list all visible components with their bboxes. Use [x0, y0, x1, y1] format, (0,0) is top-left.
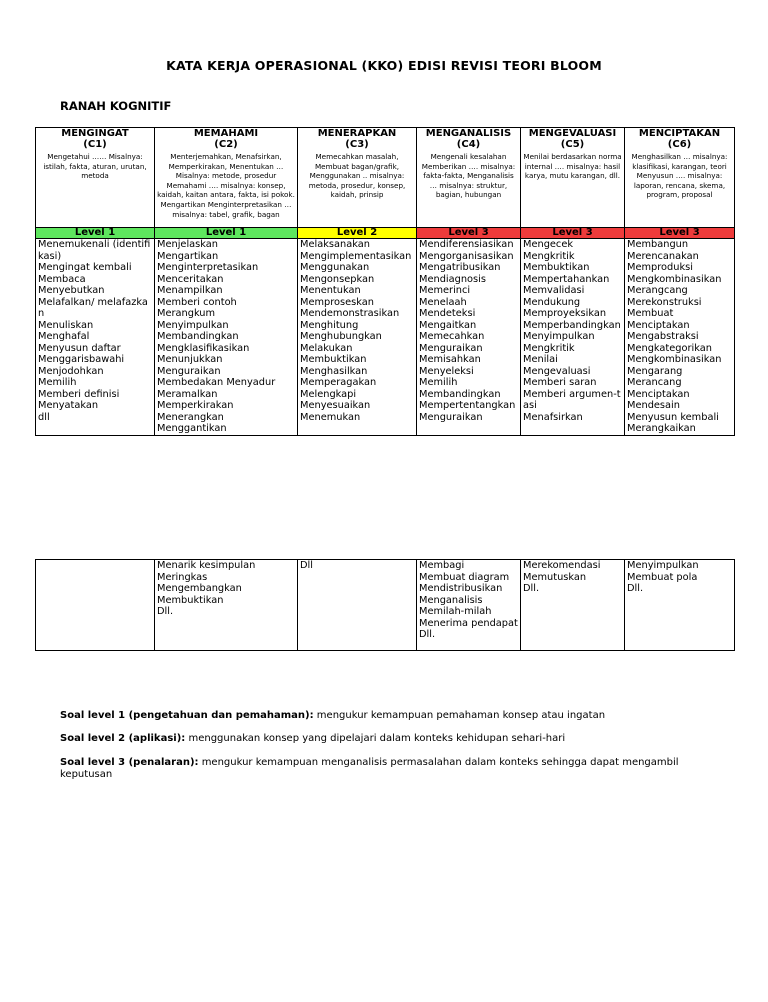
- verb-item: Menganalisis: [419, 594, 483, 606]
- kko-table-top: [35, 127, 735, 436]
- level-badge-c2: Level 1: [155, 228, 298, 239]
- verb-item: Mengkombinasikan: [627, 354, 722, 365]
- note-text: mengukur kemampuan menganalisis permasalahan dalam konteks sehingga dapat mengambil keputusan: [60, 757, 679, 780]
- level-badge-c6: Level 3: [625, 228, 735, 239]
- verb-item: Menyimpulkan: [523, 331, 595, 342]
- verb-item: Membuktikan: [523, 262, 590, 273]
- column-code: (C1): [83, 139, 107, 150]
- header-cell-c3: [298, 128, 417, 228]
- verb-item: Mengabstraksi: [627, 331, 699, 342]
- verb-item: Menemukan: [300, 411, 361, 423]
- verb-list-c4-continued: [417, 560, 521, 651]
- verb-item: Menguraikan: [157, 365, 221, 377]
- verb-item: Memperagakan: [300, 377, 377, 388]
- verb-item: Memproseskan: [300, 296, 374, 308]
- note-level-2: [60, 733, 700, 745]
- verb-item: Menggunakan: [300, 262, 370, 273]
- header-cell-c1: [36, 128, 155, 228]
- verb-item: Menghasilkan: [300, 365, 368, 377]
- verbs-row-continued: [36, 560, 735, 651]
- verb-item: Menggantikan: [157, 423, 227, 434]
- verb-item: Memproduksi: [627, 262, 693, 273]
- verb-item: Menyatakan: [38, 400, 99, 411]
- verb-item: Menelaah: [419, 296, 467, 308]
- verb-item: Mengarang: [627, 365, 683, 377]
- verb-list-c2-continued: [155, 560, 298, 651]
- verb-item: Mengecek: [523, 239, 574, 250]
- verb-item: Mengkritik: [523, 250, 575, 262]
- verb-item: Membagi: [419, 560, 465, 571]
- header-cell-c5: [521, 128, 625, 228]
- column-code: (C2): [214, 139, 238, 150]
- verb-item: Menghubungkan: [300, 331, 382, 342]
- verb-item: Melengkapi: [300, 388, 357, 400]
- verb-item: Menghafal: [38, 331, 90, 342]
- verb-item: Mendiagnosis: [419, 273, 486, 285]
- verb-item: Memilih: [38, 377, 77, 388]
- verb-item: Menyimpulkan: [157, 319, 229, 331]
- verb-item: Membuktikan: [157, 594, 224, 606]
- verb-item: Mendiferensiasikan: [419, 239, 514, 250]
- verb-list-c6: [625, 239, 735, 436]
- verb-item: Menemukenali (identifikasi): [38, 239, 151, 262]
- verb-item: Mengkategorikan: [627, 342, 712, 354]
- verb-item: Mempertahankan: [523, 273, 610, 285]
- verb-item: Melaksanakan: [300, 239, 370, 250]
- verb-item: Mengonsepkan: [300, 273, 375, 285]
- verb-item: Dll.: [523, 583, 540, 594]
- column-name: MENERAPKAN: [317, 128, 397, 139]
- verb-item: Memberi saran: [523, 377, 597, 388]
- verb-list-c1: [36, 239, 155, 436]
- verb-list-c2: [155, 239, 298, 436]
- verb-item: Memperbandingkan: [523, 319, 621, 331]
- verb-item: Menentukan: [300, 285, 361, 296]
- verb-item: dll: [38, 411, 50, 423]
- column-code: (C5): [560, 139, 585, 150]
- verb-item: Memperkirakan: [157, 400, 234, 411]
- verb-item: Membandingkan: [419, 388, 501, 400]
- column-name: MENCIPTAKAN: [638, 128, 721, 139]
- header-cell-c6: [625, 128, 735, 228]
- verb-item: Mendemonstrasikan: [300, 308, 400, 319]
- verb-item: Melafalkan/ melafazkan: [38, 296, 148, 319]
- verb-item: Memilah-milah: [419, 606, 492, 617]
- note-text: menggunakan konsep yang dipelajari dalam konteks kehidupan sehari-hari: [185, 733, 566, 744]
- section-subtitle: RANAH KOGNITIF: [60, 99, 172, 113]
- verb-item: Memilih: [419, 377, 458, 388]
- verb-item: Membandingkan: [157, 331, 239, 342]
- column-description: Menghasilkan … misalnya: klasifikasi, karangan, teori Menyusun …. misalnya: laporan, rencana, skema, program, proposal: [631, 152, 728, 200]
- verb-item: Merencanakan: [627, 250, 699, 262]
- level-badge-c4: Level 3: [417, 228, 521, 239]
- verb-item: Mengimplementasikan: [300, 250, 412, 262]
- verb-item: Mempertentangkan: [419, 400, 516, 411]
- verb-item: Mengaitkan: [419, 319, 477, 331]
- verb-item: Mengkritik: [523, 342, 575, 354]
- verb-list-c1-continued: [36, 560, 155, 651]
- column-description: Mengetahui …… Misalnya: istilah, fakta, aturan, urutan, metoda: [43, 152, 147, 181]
- level-badge-c3: Level 2: [298, 228, 417, 239]
- verb-item: Dll: [300, 560, 313, 571]
- verb-item: Menyusun daftar: [38, 342, 121, 354]
- verb-item: Merangcang: [627, 285, 688, 296]
- verb-item: Membuktikan: [300, 354, 367, 365]
- column-description: Menterjemahkan, Menafsirkan, Memperkirakan, Menentukan … Misalnya: metode, prosedur Memahami …. misalnya: konsep, kaidah, kaitan antara, fakta, isi pokok. Mengartikan Menginterpretasikan … misalnya: tabel, grafik, bagan: [157, 152, 295, 219]
- verb-item: Memvalidasi: [523, 285, 585, 296]
- verb-item: Mengklasifikasikan: [157, 342, 250, 354]
- verb-item: Menyimpulkan: [627, 560, 699, 571]
- verb-item: Menciptakan: [627, 388, 690, 400]
- verb-list-c6-continued: [625, 560, 735, 651]
- verb-list-c3: [298, 239, 417, 436]
- note-text: mengukur kemampuan pemahaman konsep atau ingatan: [313, 710, 606, 721]
- verb-item: Membuat diagram: [419, 571, 510, 583]
- verb-item: Merangkum: [157, 308, 216, 319]
- note-level-3: [60, 757, 700, 781]
- column-description: Mengenali kesalahan Memberikan …. misalnya: fakta-fakta, Menganalisis … misalnya: struktur, bagian, hubungan: [421, 152, 516, 200]
- verb-item: Memproyeksikan: [523, 308, 607, 319]
- note-level-1: [60, 710, 700, 722]
- verb-item: Membuat: [627, 308, 674, 319]
- column-code: (C6): [667, 139, 692, 150]
- kko-table-continued: [35, 559, 735, 651]
- level-badge-c1: Level 1: [36, 228, 155, 239]
- verb-item: Menyeleksi: [419, 365, 474, 377]
- column-name: MENGEVALUASI: [528, 128, 617, 139]
- verb-item: Menafsirkan: [523, 411, 583, 423]
- verb-item: Menguraikan: [419, 411, 483, 423]
- verb-list-c4: [417, 239, 521, 436]
- header-row: [36, 128, 735, 228]
- verb-item: Menilai: [523, 354, 558, 365]
- verb-item: Meringkas: [157, 571, 208, 583]
- header-cell-c2: [155, 128, 298, 228]
- verb-list-c5-continued: [521, 560, 625, 651]
- verb-item: Menerima pendapat: [419, 617, 518, 629]
- verb-item: Dll.: [157, 606, 174, 617]
- verb-item: Mendeteksi: [419, 308, 476, 319]
- verb-item: Menyusun kembali: [627, 411, 719, 423]
- level-badge-c5: Level 3: [521, 228, 625, 239]
- header-cell-c4: [417, 128, 521, 228]
- verb-item: Melakukan: [300, 342, 353, 354]
- verb-item: Mendistribusikan: [419, 583, 503, 594]
- verb-item: Membaca: [38, 273, 86, 285]
- verb-item: Menjelaskan: [157, 239, 218, 250]
- verb-item: Memutuskan: [523, 571, 587, 583]
- column-description: Memecahkan masalah, Membuat bagan/grafik, Menggunakan .. misalnya: metoda, prosedur, konsep, kaidah, prinsip: [308, 152, 406, 200]
- verb-item: Merekonstruksi: [627, 296, 702, 308]
- verb-item: Memisahkan: [419, 354, 481, 365]
- verb-item: Menyebutkan: [38, 285, 105, 296]
- verb-item: Menceritakan: [157, 273, 224, 285]
- verb-item: Meramalkan: [157, 388, 218, 400]
- column-name: MEMAHAMI: [193, 128, 259, 139]
- verb-item: Mendesain: [627, 400, 680, 411]
- verb-item: Menunjukkan: [157, 354, 223, 365]
- verb-item: Memberi argumen-tasi: [523, 388, 621, 411]
- verb-item: Memerinci: [419, 285, 471, 296]
- column-code: (C3): [345, 139, 369, 150]
- verb-item: Mengevaluasi: [523, 365, 591, 377]
- verb-item: Merekomendasi: [523, 560, 601, 571]
- column-description: Menilai berdasarkan norma internal …. misalnya: hasil karya, mutu karangan, dll.: [523, 152, 622, 181]
- verb-item: Menuliskan: [38, 319, 94, 331]
- verb-item: Mendukung: [523, 296, 581, 308]
- note-label: Soal level 3 (penalaran):: [60, 757, 199, 768]
- verb-item: Mengkombinasikan: [627, 273, 722, 285]
- note-label: Soal level 1 (pengetahuan dan pemahaman):: [60, 710, 314, 721]
- verb-item: Menginterpretasikan: [157, 262, 259, 273]
- verb-item: Mengembangkan: [157, 583, 242, 594]
- verb-item: Membangun: [627, 239, 689, 250]
- verb-item: Menampilkan: [157, 285, 223, 296]
- verb-list-c5: [521, 239, 625, 436]
- verb-item: Mengorganisasikan: [419, 250, 514, 262]
- verb-item: Memberi contoh: [157, 296, 237, 308]
- verb-item: Mengatribusikan: [419, 262, 501, 273]
- verb-item: Menciptakan: [627, 319, 690, 331]
- verb-item: Merangkaikan: [627, 423, 696, 434]
- verb-item: Menerangkan: [157, 411, 224, 423]
- verb-item: Menguraikan: [419, 342, 483, 354]
- verb-item: Membuat pola: [627, 571, 698, 583]
- verbs-row: [36, 239, 735, 436]
- verb-item: Merancang: [627, 377, 682, 388]
- column-code: (C4): [456, 139, 481, 150]
- verb-item: Menarik kesimpulan: [157, 560, 256, 571]
- verb-item: Menggarisbawahi: [38, 354, 125, 365]
- verb-item: Mengingat kembali: [38, 262, 132, 273]
- level-row: [36, 228, 735, 239]
- column-name: MENGANALISIS: [425, 128, 512, 139]
- verb-item: Memecahkan: [419, 331, 485, 342]
- verb-item: Menjodohkan: [38, 365, 104, 377]
- verb-item: Membedakan Menyadur: [157, 377, 276, 388]
- verb-item: Dll.: [419, 629, 436, 640]
- verb-item: Dll.: [627, 583, 644, 594]
- verb-list-c3-continued: [298, 560, 417, 651]
- verb-item: Memberi definisi: [38, 388, 120, 400]
- verb-item: Menyesuaikan: [300, 400, 371, 411]
- note-label: Soal level 2 (aplikasi):: [60, 733, 186, 744]
- column-name: MENGINGAT: [61, 128, 129, 139]
- verb-item: Mengartikan: [157, 250, 219, 262]
- verb-item: Menghitung: [300, 319, 359, 331]
- document-title: KATA KERJA OPERASIONAL (KKO) EDISI REVISI TEORI BLOOM: [166, 58, 602, 73]
